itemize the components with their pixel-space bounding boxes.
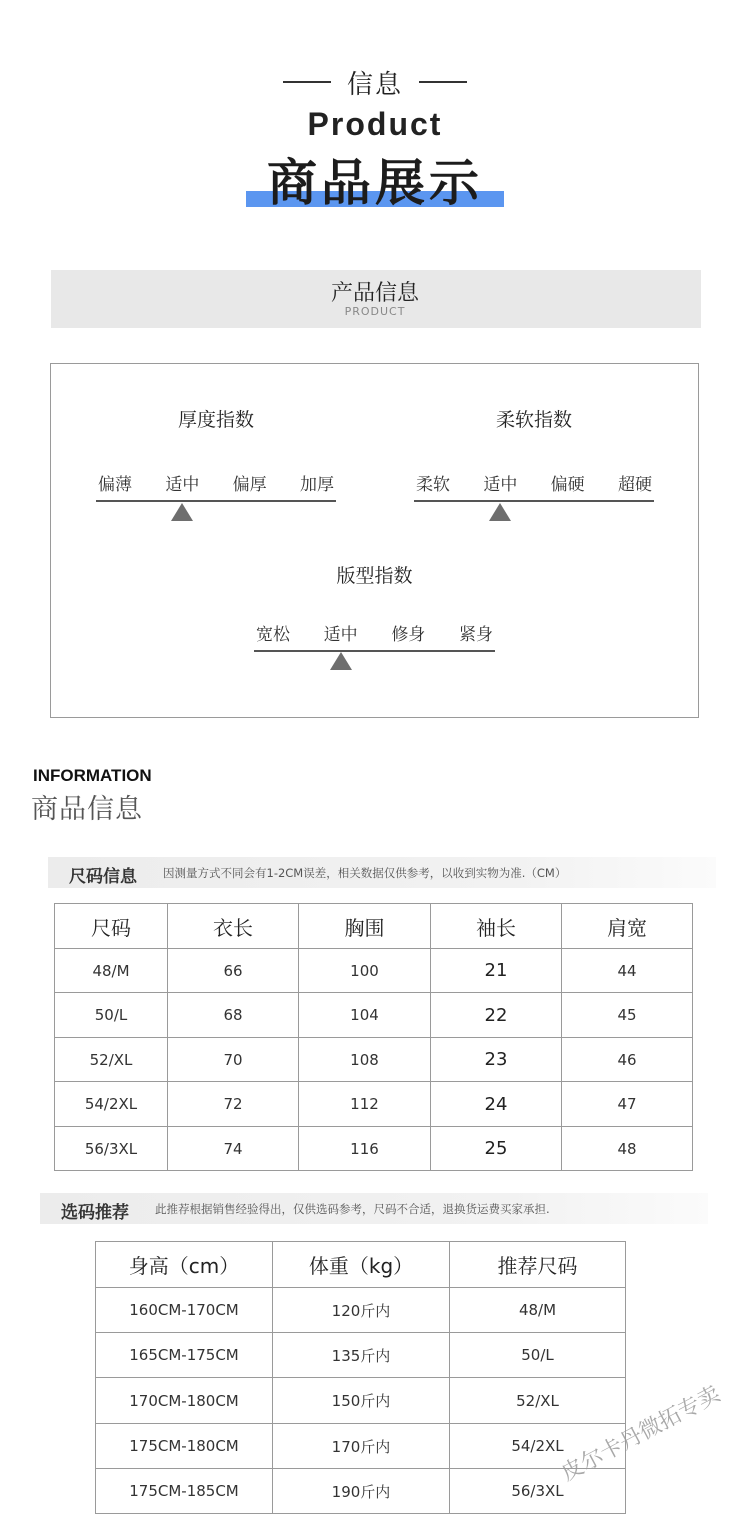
sleeve-cell: 22 bbox=[431, 993, 562, 1038]
table-row bbox=[96, 1288, 626, 1333]
size-info-title: 尺码信息 bbox=[69, 867, 137, 887]
shoulder-cell: 48 bbox=[562, 1127, 693, 1171]
information-heading-cn: 商品信息 bbox=[31, 794, 143, 825]
weight-cell: 120斤内 bbox=[273, 1288, 450, 1333]
product-info-title: 产品信息 bbox=[330, 281, 419, 306]
recommended-size-cell: 54/2XL bbox=[450, 1424, 626, 1469]
height-cell: 175CM-185CM bbox=[96, 1469, 273, 1514]
size-table-header-cell: 衣长 bbox=[168, 904, 299, 949]
chest-cell: 112 bbox=[299, 1082, 431, 1127]
softness-option: 超硬 bbox=[617, 475, 652, 495]
size-cell: 54/2XL bbox=[55, 1082, 168, 1127]
recommend-note: 此推荐根据销售经验得出，仅供选码参考，尺码不合适，退换货运费买家承担. bbox=[155, 1202, 550, 1216]
thickness-indicator-triangle bbox=[171, 503, 193, 521]
recommended-size-cell: 50/L bbox=[450, 1333, 626, 1378]
size-table-header-cell: 袖长 bbox=[431, 904, 562, 949]
softness-index-options bbox=[414, 470, 654, 495]
shoulder-cell: 45 bbox=[562, 993, 693, 1038]
recommend-table-header-cell: 体重（kg） bbox=[273, 1242, 450, 1288]
fit-option: 适中 bbox=[323, 625, 358, 645]
size-table-header-cell: 尺码 bbox=[55, 904, 168, 949]
height-cell: 170CM-180CM bbox=[96, 1378, 273, 1424]
weight-cell: 150斤内 bbox=[273, 1378, 450, 1424]
softness-option: 柔软 bbox=[416, 475, 450, 495]
softness-index-line bbox=[414, 500, 654, 502]
header-small-title-row bbox=[0, 62, 750, 102]
height-cell: 160CM-170CM bbox=[96, 1288, 273, 1333]
size-table bbox=[54, 903, 693, 1171]
length-cell: 72 bbox=[168, 1082, 299, 1127]
thickness-index-options bbox=[96, 470, 336, 495]
height-cell: 165CM-175CM bbox=[96, 1333, 273, 1378]
fit-option: 紧身 bbox=[458, 625, 493, 645]
table-row bbox=[55, 1082, 693, 1127]
length-cell: 74 bbox=[168, 1127, 299, 1171]
table-row bbox=[96, 1424, 626, 1469]
fit-index-title: 版型指数 bbox=[336, 565, 413, 587]
weight-cell: 190斤内 bbox=[273, 1469, 450, 1514]
sleeve-cell: 25 bbox=[431, 1127, 562, 1171]
table-row bbox=[55, 1038, 693, 1082]
table-row bbox=[96, 1469, 626, 1514]
thickness-option: 加厚 bbox=[299, 475, 334, 495]
fit-index bbox=[254, 561, 495, 652]
table-row bbox=[96, 1333, 626, 1378]
information-heading-en: INFORMATION bbox=[33, 766, 152, 785]
product-info-subtitle: PRODUCT bbox=[344, 305, 406, 318]
size-table-header-cell: 胸围 bbox=[299, 904, 431, 949]
thickness-option: 偏厚 bbox=[232, 475, 267, 495]
sleeve-cell: 24 bbox=[431, 1082, 562, 1127]
size-cell: 50/L bbox=[55, 993, 168, 1038]
recommended-size-cell: 48/M bbox=[450, 1288, 626, 1333]
thickness-index bbox=[96, 405, 336, 502]
fit-option: 宽松 bbox=[256, 625, 290, 645]
size-info-note: 因测量方式不同会有1-2CM误差，相关数据仅供参考，以收到实物为准.（CM） bbox=[163, 866, 567, 880]
thickness-index-title: 厚度指数 bbox=[177, 409, 254, 431]
shoulder-cell: 46 bbox=[562, 1038, 693, 1082]
size-cell: 56/3XL bbox=[55, 1127, 168, 1171]
sleeve-cell: 21 bbox=[431, 949, 562, 993]
length-cell: 70 bbox=[168, 1038, 299, 1082]
length-cell: 66 bbox=[168, 949, 299, 993]
fit-index-line bbox=[254, 650, 495, 652]
softness-option: 适中 bbox=[483, 475, 518, 495]
chest-cell: 116 bbox=[299, 1127, 431, 1171]
length-cell: 68 bbox=[168, 993, 299, 1038]
chest-cell: 100 bbox=[299, 949, 431, 993]
chest-cell: 108 bbox=[299, 1038, 431, 1082]
shoulder-cell: 44 bbox=[562, 949, 693, 993]
recommend-table-header-row bbox=[96, 1242, 626, 1288]
softness-indicator-triangle bbox=[489, 503, 511, 521]
sleeve-cell: 23 bbox=[431, 1038, 562, 1082]
table-row bbox=[55, 1127, 693, 1171]
recommend-table bbox=[95, 1241, 626, 1514]
fit-indicator-triangle bbox=[330, 652, 352, 670]
thickness-option: 适中 bbox=[165, 475, 200, 495]
height-cell: 175CM-180CM bbox=[96, 1424, 273, 1469]
size-cell: 52/XL bbox=[55, 1038, 168, 1082]
header-right-line bbox=[419, 81, 467, 83]
thickness-index-line bbox=[96, 500, 336, 502]
header-left-line bbox=[283, 81, 331, 83]
table-row bbox=[55, 949, 693, 993]
softness-index-title: 柔软指数 bbox=[495, 409, 572, 431]
recommend-title: 选码推荐 bbox=[61, 1203, 129, 1223]
size-table-header-row bbox=[55, 904, 693, 949]
chest-cell: 104 bbox=[299, 993, 431, 1038]
fit-option: 修身 bbox=[391, 625, 426, 645]
softness-option: 偏硬 bbox=[550, 475, 585, 495]
recommended-size-cell: 52/XL bbox=[450, 1378, 626, 1424]
fit-index-options bbox=[254, 620, 495, 645]
weight-cell: 135斤内 bbox=[273, 1333, 450, 1378]
weight-cell: 170斤内 bbox=[273, 1424, 450, 1469]
header-main-title: 商品展示 bbox=[267, 154, 483, 212]
store-watermark: 皮尔卡丹微拓专卖 bbox=[557, 1381, 725, 1487]
header-product-en: Product bbox=[307, 106, 443, 142]
recommend-table-header-cell: 推荐尺码 bbox=[450, 1242, 626, 1288]
table-row bbox=[96, 1378, 626, 1424]
table-row bbox=[55, 993, 693, 1038]
size-cell: 48/M bbox=[55, 949, 168, 993]
thickness-option: 偏薄 bbox=[98, 475, 132, 495]
recommended-size-cell: 56/3XL bbox=[450, 1469, 626, 1514]
recommend-table-header-cell: 身高（cm） bbox=[96, 1242, 273, 1288]
header-small-title: 信息 bbox=[346, 69, 403, 100]
shoulder-cell: 47 bbox=[562, 1082, 693, 1127]
softness-index bbox=[414, 405, 654, 502]
size-table-header-cell: 肩宽 bbox=[562, 904, 693, 949]
